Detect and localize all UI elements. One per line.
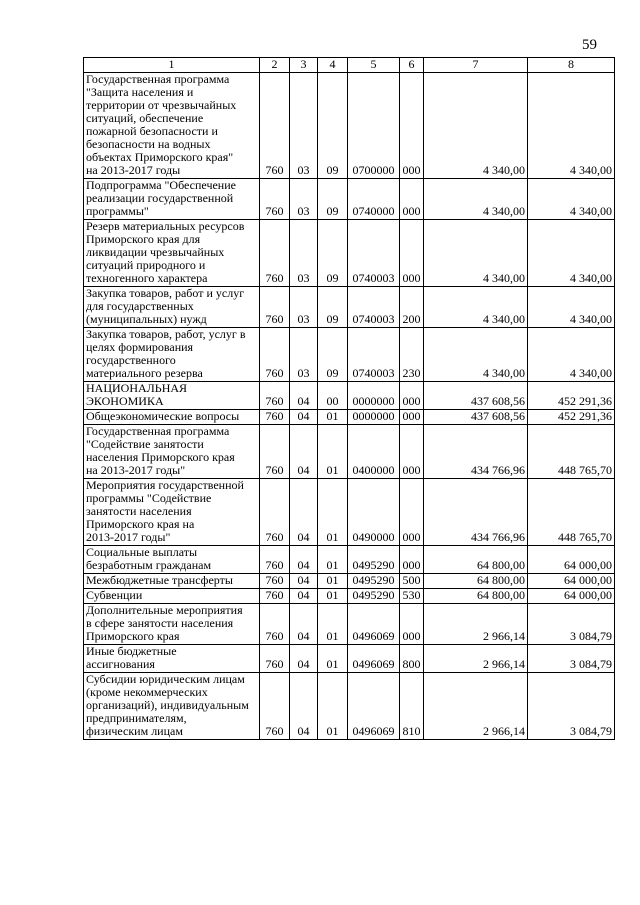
amount-year1-cell: 4 340,00 [424,287,528,328]
expense-type-cell: 000 [400,425,424,479]
item-name-line: Приморского края на [86,517,195,531]
target-article-cell: 0000000 [348,382,400,410]
amount-year2-cell: 3 084,79 [528,604,615,645]
item-name-cell [84,382,260,410]
expense-type-cell: 810 [400,673,424,740]
amount-year2-cell: 4 340,00 [528,220,615,287]
amount-year1-cell: 4 340,00 [424,328,528,382]
section-code-cell: 03 [290,73,318,179]
expense-type-cell: 500 [400,574,424,589]
column-header-1: 1 [84,58,260,73]
item-name-line: физическим лицам [86,724,183,738]
item-name-cell [84,589,260,604]
column-header-7: 7 [424,58,528,73]
section-code-cell: 04 [290,574,318,589]
amount-year1-cell: 2 966,14 [424,604,528,645]
amount-year1-cell: 64 800,00 [424,589,528,604]
expense-type-cell: 000 [400,479,424,546]
amount-year2-cell: 64 000,00 [528,589,615,604]
expense-type-cell: 000 [400,382,424,410]
subsection-code-cell: 09 [318,73,348,179]
table-row [84,673,615,740]
item-name-cell [84,574,260,589]
item-name-cell [84,479,260,546]
amount-year2-cell: 452 291,36 [528,382,615,410]
item-name-line: населения Приморского края [86,450,235,464]
item-name-cell [84,287,260,328]
target-article-cell: 0740003 [348,328,400,382]
item-name-line: территории от чрезвычайных [86,98,237,112]
ministry-code-cell: 760 [260,645,290,673]
item-name-line: организаций), индивидуальным [86,698,249,712]
ministry-code-cell: 760 [260,479,290,546]
subsection-code-cell: 01 [318,604,348,645]
section-code-cell: 03 [290,179,318,220]
item-name-line: для государственных [86,299,194,313]
subsection-code-cell: 09 [318,328,348,382]
section-code-cell: 04 [290,410,318,425]
item-name-line: ликвидации чрезвычайных [86,245,225,259]
expense-type-cell: 000 [400,179,424,220]
item-name-line: материального резерва [86,366,203,380]
item-name-line: Субвенции [86,588,143,602]
ministry-code-cell: 760 [260,220,290,287]
item-name-line: реализации государственной [86,191,234,205]
item-name-line: занятости населения [86,504,192,518]
expense-type-cell: 000 [400,546,424,574]
item-name-line: Резерв материальных ресурсов [86,219,245,233]
subsection-code-cell: 09 [318,220,348,287]
table-row [84,546,615,574]
item-name-line: Иные бюджетные [86,644,177,658]
item-name-cell [84,604,260,645]
ministry-code-cell: 760 [260,574,290,589]
budget-table [83,57,615,740]
table-row [84,410,615,425]
amount-year1-cell: 2 966,14 [424,673,528,740]
ministry-code-cell: 760 [260,382,290,410]
section-code-cell: 04 [290,546,318,574]
table-row [84,604,615,645]
item-name-line: "Защита населения и [86,85,194,99]
subsection-code-cell: 09 [318,287,348,328]
subsection-code-cell: 01 [318,546,348,574]
subsection-code-cell: 00 [318,382,348,410]
expense-type-cell: 000 [400,604,424,645]
item-name-line: 2013-2017 годы" [86,530,171,544]
amount-year1-cell: 437 608,56 [424,410,528,425]
item-name-line: Дополнительные мероприятия [86,603,243,617]
ministry-code-cell: 760 [260,589,290,604]
item-name-line: техногенного характера [86,271,208,285]
item-name-cell [84,328,260,382]
target-article-cell: 0700000 [348,73,400,179]
section-code-cell: 04 [290,645,318,673]
item-name-line: на 2013-2017 годы" [86,463,186,477]
target-article-cell: 0496069 [348,604,400,645]
item-name-line: предпринимателям, [86,711,187,725]
amount-year1-cell: 2 966,14 [424,645,528,673]
amount-year2-cell: 452 291,36 [528,410,615,425]
item-name-line: Приморского края [86,629,180,643]
ministry-code-cell: 760 [260,410,290,425]
amount-year2-cell: 4 340,00 [528,287,615,328]
item-name-cell [84,546,260,574]
target-article-cell: 0495290 [348,546,400,574]
item-name-cell [84,179,260,220]
target-article-cell: 0740003 [348,287,400,328]
item-name-cell [84,425,260,479]
item-name-line: Общеэкономические вопросы [86,409,240,423]
section-code-cell: 04 [290,604,318,645]
target-article-cell: 0490000 [348,479,400,546]
subsection-code-cell: 09 [318,179,348,220]
column-header-2: 2 [260,58,290,73]
item-name-line: "Содействие занятости [86,437,204,451]
section-code-cell: 04 [290,589,318,604]
expense-type-cell: 000 [400,410,424,425]
item-name-line: Закупка товаров, работ, услуг в [86,327,246,341]
table-row [84,479,615,546]
ministry-code-cell: 760 [260,673,290,740]
section-code-cell: 03 [290,287,318,328]
amount-year2-cell: 448 765,70 [528,479,615,546]
expense-type-cell: 800 [400,645,424,673]
ministry-code-cell: 760 [260,287,290,328]
item-name-line: Закупка товаров, работ и услуг [86,286,245,300]
item-name-line: Субсидии юридическим лицам [86,672,245,686]
item-name-cell [84,673,260,740]
section-code-cell: 03 [290,220,318,287]
amount-year1-cell: 64 800,00 [424,574,528,589]
column-header-4: 4 [318,58,348,73]
target-article-cell: 0000000 [348,410,400,425]
table-row [84,645,615,673]
item-name-line: государственного [86,353,176,367]
subsection-code-cell: 01 [318,645,348,673]
section-code-cell: 04 [290,673,318,740]
item-name-line: Государственная программа [86,72,230,86]
section-code-cell: 04 [290,479,318,546]
amount-year1-cell: 64 800,00 [424,546,528,574]
item-name-line: ситуаций, обеспечение [86,111,204,125]
item-name-line: Государственная программа [86,424,230,438]
amount-year2-cell: 3 084,79 [528,645,615,673]
amount-year2-cell: 448 765,70 [528,425,615,479]
item-name-line: Подпрограмма "Обеспечение [86,178,236,192]
table-row [84,73,615,179]
item-name-line: безработным гражданам [86,558,212,572]
expense-type-cell: 000 [400,73,424,179]
column-header-8: 8 [528,58,615,73]
table-row [84,425,615,479]
item-name-cell [84,410,260,425]
item-name-line: Мероприятия государственной [86,478,244,492]
item-name-line: Приморского края для [86,232,201,246]
ministry-code-cell: 760 [260,546,290,574]
item-name-line: (кроме некоммерческих [86,685,208,699]
item-name-line: ассигнования [86,657,155,671]
amount-year2-cell: 64 000,00 [528,574,615,589]
subsection-code-cell: 01 [318,589,348,604]
table-row [84,589,615,604]
page-number: 59 [582,37,597,53]
table-row [84,574,615,589]
expense-type-cell: 530 [400,589,424,604]
item-name-line: НАЦИОНАЛЬНАЯ [86,381,188,395]
subsection-code-cell: 01 [318,479,348,546]
item-name-line: Социальные выплаты [86,545,198,559]
table-row [84,179,615,220]
item-name-line: целях формирования [86,340,194,354]
amount-year1-cell: 437 608,56 [424,382,528,410]
table-row [84,287,615,328]
item-name-line: объектах Приморского края" [86,150,234,164]
target-article-cell: 0496069 [348,645,400,673]
ministry-code-cell: 760 [260,604,290,645]
item-name-line: программы" [86,204,149,218]
expense-type-cell: 000 [400,220,424,287]
item-name-line: программы "Содействие [86,491,212,505]
item-name-line: Межбюджетные трансферты [86,573,233,587]
column-header-3: 3 [290,58,318,73]
amount-year2-cell: 4 340,00 [528,73,615,179]
item-name-line: в сфере занятости населения [86,616,234,630]
expense-type-cell: 230 [400,328,424,382]
item-name-line: (муниципальных) нужд [86,312,207,326]
expense-type-cell: 200 [400,287,424,328]
header-row [84,58,615,73]
item-name-cell [84,73,260,179]
subsection-code-cell: 01 [318,574,348,589]
section-code-cell: 04 [290,382,318,410]
table-row [84,328,615,382]
item-name-line: на 2013-2017 годы [86,163,181,177]
amount-year1-cell: 4 340,00 [424,73,528,179]
ministry-code-cell: 760 [260,425,290,479]
amount-year1-cell: 434 766,96 [424,479,528,546]
item-name-line: безопасности на водных [86,137,211,151]
item-name-line: пожарной безопасности и [86,124,218,138]
amount-year2-cell: 4 340,00 [528,328,615,382]
item-name-cell [84,645,260,673]
table-row [84,220,615,287]
amount-year1-cell: 4 340,00 [424,220,528,287]
amount-year2-cell: 64 000,00 [528,546,615,574]
amount-year1-cell: 434 766,96 [424,425,528,479]
target-article-cell: 0740003 [348,220,400,287]
ministry-code-cell: 760 [260,328,290,382]
target-article-cell: 0495290 [348,589,400,604]
target-article-cell: 0495290 [348,574,400,589]
section-code-cell: 04 [290,425,318,479]
target-article-cell: 0400000 [348,425,400,479]
item-name-line: ситуаций природного и [86,258,206,272]
column-header-5: 5 [348,58,400,73]
subsection-code-cell: 01 [318,410,348,425]
item-name-cell [84,220,260,287]
amount-year2-cell: 3 084,79 [528,673,615,740]
section-code-cell: 03 [290,328,318,382]
column-header-6: 6 [400,58,424,73]
subsection-code-cell: 01 [318,425,348,479]
item-name-line: ЭКОНОМИКА [86,394,164,408]
target-article-cell: 0740000 [348,179,400,220]
ministry-code-cell: 760 [260,73,290,179]
subsection-code-cell: 01 [318,673,348,740]
table-row [84,382,615,410]
table-body [84,73,615,740]
amount-year1-cell: 4 340,00 [424,179,528,220]
ministry-code-cell: 760 [260,179,290,220]
amount-year2-cell: 4 340,00 [528,179,615,220]
target-article-cell: 0496069 [348,673,400,740]
